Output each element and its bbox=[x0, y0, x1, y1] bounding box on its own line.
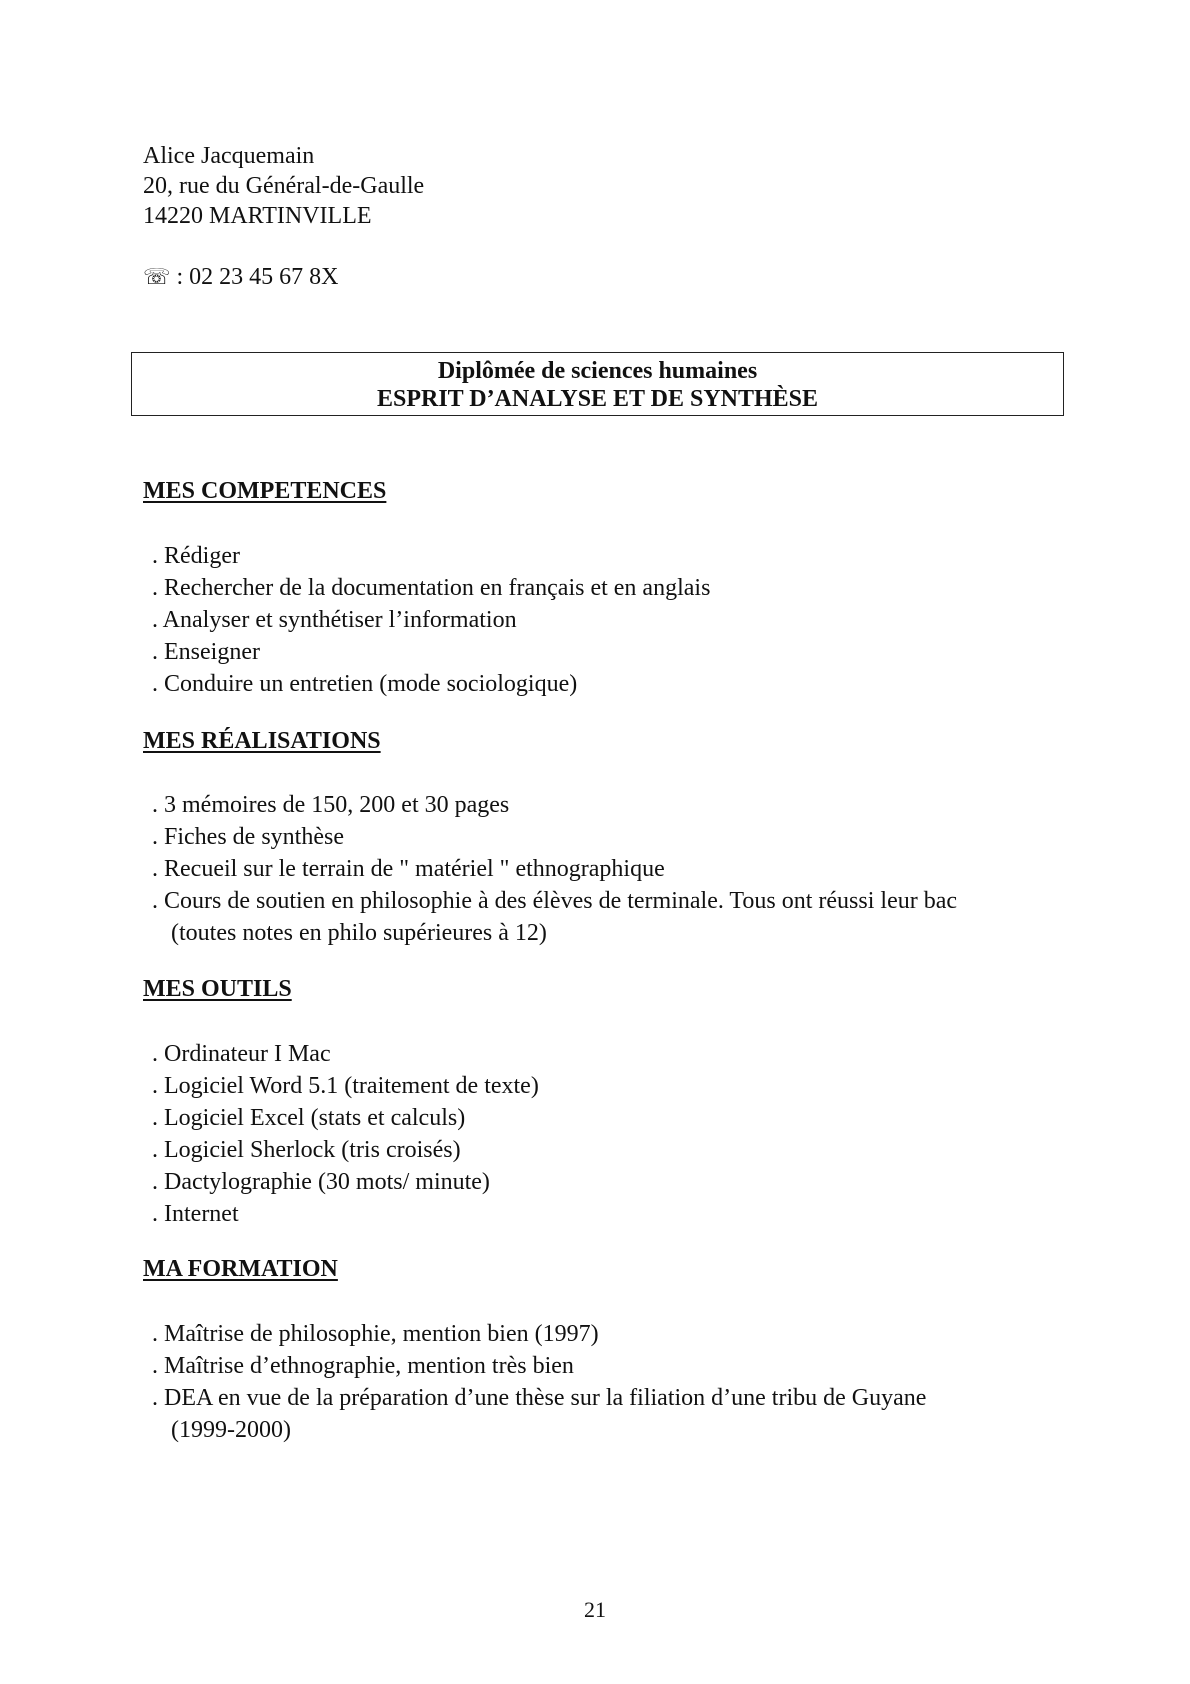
list-item: . Dactylographie (30 mots/ minute) bbox=[152, 1169, 490, 1195]
list-item: . Rechercher de la documentation en français et en anglais bbox=[152, 575, 711, 601]
list-item: . Fiches de synthèse bbox=[152, 824, 344, 850]
list-item: . Enseigner bbox=[152, 639, 260, 665]
list-item: . Analyser et synthétiser l’information bbox=[152, 607, 517, 633]
list-item: . Internet bbox=[152, 1201, 239, 1227]
list-item: . Rédiger bbox=[152, 543, 240, 569]
competences-list bbox=[152, 540, 710, 700]
list-item: . Logiciel Sherlock (tris croisés) bbox=[152, 1137, 461, 1163]
list-item: . Ordinateur I Mac bbox=[152, 1041, 331, 1067]
list-item: . Logiciel Excel (stats et calculs) bbox=[152, 1105, 466, 1131]
list-item: . Maîtrise d’ethnographie, mention très bien bbox=[152, 1353, 574, 1379]
contact-phone-line bbox=[143, 262, 339, 293]
page-number: 21 bbox=[584, 1597, 606, 1622]
contact-street: 20, rue du Général-de-Gaulle bbox=[143, 173, 425, 199]
section-title-competences: MES COMPETENCES bbox=[143, 478, 387, 504]
contact-city: 14220 MARTINVILLE bbox=[143, 203, 372, 229]
phone-icon: ☏ bbox=[143, 265, 171, 290]
list-item-text: . Cours de soutien en philosophie à des élèves de terminale. Tous ont réussi leur bac bbox=[152, 888, 958, 914]
list-item: . 3 mémoires de 150, 200 et 30 pages bbox=[152, 792, 510, 818]
section-title-realisations: MES RÉALISATIONS bbox=[143, 728, 381, 754]
list-item: . Recueil sur le terrain de " matériel " ethnographique bbox=[152, 856, 665, 882]
list-item: . Logiciel Word 5.1 (traitement de texte) bbox=[152, 1073, 539, 1099]
headline-box bbox=[131, 352, 1064, 416]
headline-line-1: Diplômée de sciences humaines bbox=[437, 358, 758, 384]
headline-line-2: ESPRIT D’ANALYSE ET DE SYNTHÈSE bbox=[376, 386, 819, 412]
list-item-continuation: (toutes notes en philo supérieures à 12) bbox=[171, 920, 547, 946]
list-item-text: . DEA en vue de la préparation d’une thèse sur la filiation d’une tribu de Guyane bbox=[152, 1385, 927, 1411]
section-title-formation: MA FORMATION bbox=[143, 1256, 338, 1282]
list-item: . Maîtrise de philosophie, mention bien (1997) bbox=[152, 1321, 599, 1347]
contact-name: Alice Jacquemain bbox=[143, 143, 315, 169]
list-item bbox=[152, 1382, 926, 1446]
contact-phone: : 02 23 45 67 8X bbox=[170, 264, 339, 290]
formation-list bbox=[152, 1318, 926, 1446]
outils-list bbox=[152, 1038, 539, 1230]
realisations-list bbox=[152, 789, 957, 949]
contact-address bbox=[143, 141, 424, 231]
list-item bbox=[152, 885, 957, 949]
section-title-outils: MES OUTILS bbox=[143, 976, 292, 1002]
list-item-continuation: (1999-2000) bbox=[171, 1417, 291, 1443]
list-item: . Conduire un entretien (mode sociologique) bbox=[152, 671, 578, 697]
